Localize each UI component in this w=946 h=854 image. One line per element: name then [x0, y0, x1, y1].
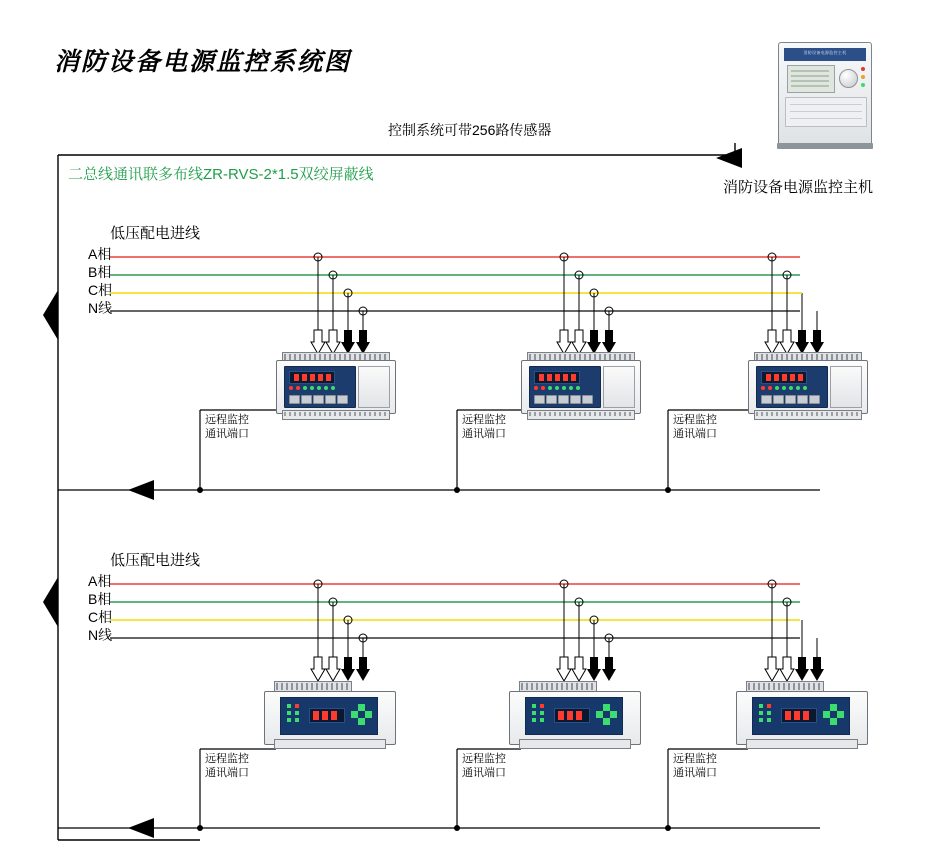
phase-c-label-bottom: C相	[88, 609, 113, 625]
port-label-line2: 通讯端口	[205, 767, 249, 779]
meter-keypad[interactable]	[823, 704, 845, 726]
host-base	[777, 143, 873, 149]
meter-top-2[interactable]	[521, 352, 639, 418]
host-led-power-icon	[861, 83, 865, 87]
phase-b-label-top: B相	[88, 264, 112, 280]
port-label-line1: 远程监控	[205, 753, 249, 765]
phase-n-label-bottom: N线	[88, 627, 113, 643]
host-caption: 消防设备电源监控主机	[723, 179, 874, 196]
host-knob[interactable]	[839, 69, 858, 88]
meter-panel	[752, 697, 850, 735]
port-label-bottom-2	[462, 752, 506, 780]
meter-display	[554, 708, 590, 723]
port-label-top-3	[673, 413, 717, 441]
port-label-line2: 通讯端口	[462, 767, 506, 779]
meter-panel	[280, 697, 378, 735]
meter-bottom-2[interactable]	[509, 681, 639, 747]
port-label-line2: 通讯端口	[673, 428, 717, 440]
meter-keypad[interactable]	[351, 704, 373, 726]
meter-keypad[interactable]	[596, 704, 618, 726]
host-led-fault-icon	[861, 75, 865, 79]
port-label-line1: 远程监控	[205, 414, 249, 426]
port-label-bottom-3	[673, 752, 717, 780]
port-label-line1: 远程监控	[462, 753, 506, 765]
port-label-line2: 通讯端口	[205, 428, 249, 440]
port-label-line1: 远程监控	[462, 414, 506, 426]
host-lower-panel	[785, 97, 867, 127]
phase-c-label-top: C相	[88, 282, 113, 298]
meter-button-row[interactable]	[534, 395, 594, 403]
host-case	[778, 42, 872, 148]
meter-button-row[interactable]	[289, 395, 349, 403]
port-label-top-2	[462, 413, 506, 441]
meter-display	[781, 708, 817, 723]
phase-a-label-top: A相	[88, 246, 112, 262]
meter-display	[534, 371, 580, 384]
meter-display	[289, 371, 335, 384]
host-led-alarm-icon	[861, 67, 865, 71]
meter-panel	[756, 366, 828, 408]
bus-capacity-label: 控制系统可带256路传感器	[388, 122, 552, 138]
meter-panel	[284, 366, 356, 408]
host-header-bar	[784, 48, 866, 61]
meter-bottom-1[interactable]	[264, 681, 394, 747]
phase-n-label-top: N线	[88, 300, 113, 316]
meter-bottom-3[interactable]	[736, 681, 866, 747]
meter-display	[309, 708, 345, 723]
host-screen	[787, 65, 835, 93]
incoming-label-bottom: 低压配电进线	[110, 552, 201, 569]
incoming-label-top: 低压配电进线	[110, 225, 201, 242]
port-label-line2: 通讯端口	[673, 767, 717, 779]
meter-led-row	[289, 386, 347, 391]
port-label-line1: 远程监控	[673, 753, 717, 765]
meter-led-row	[761, 386, 819, 391]
port-label-top-1	[205, 413, 249, 441]
port-label-bottom-1	[205, 752, 249, 780]
meter-panel	[529, 366, 601, 408]
page-title: 消防设备电源监控系统图	[54, 49, 352, 76]
bus-cable-label: 二总线通讯联多布线ZR-RVS-2*1.5双绞屏蔽线	[68, 166, 374, 183]
meter-top-1[interactable]	[276, 352, 394, 418]
port-label-line1: 远程监控	[673, 414, 717, 426]
port-label-line2: 通讯端口	[462, 428, 506, 440]
meter-button-row[interactable]	[761, 395, 821, 403]
phase-b-label-bottom: B相	[88, 591, 112, 607]
host-header-text: 消防设备电源监控主机	[803, 50, 847, 55]
meter-panel	[525, 697, 623, 735]
meter-top-3[interactable]	[748, 352, 866, 418]
meter-display	[761, 371, 807, 384]
phase-a-label-bottom: A相	[88, 573, 112, 589]
meter-led-row	[534, 386, 592, 391]
monitoring-host-device[interactable]	[778, 42, 870, 152]
